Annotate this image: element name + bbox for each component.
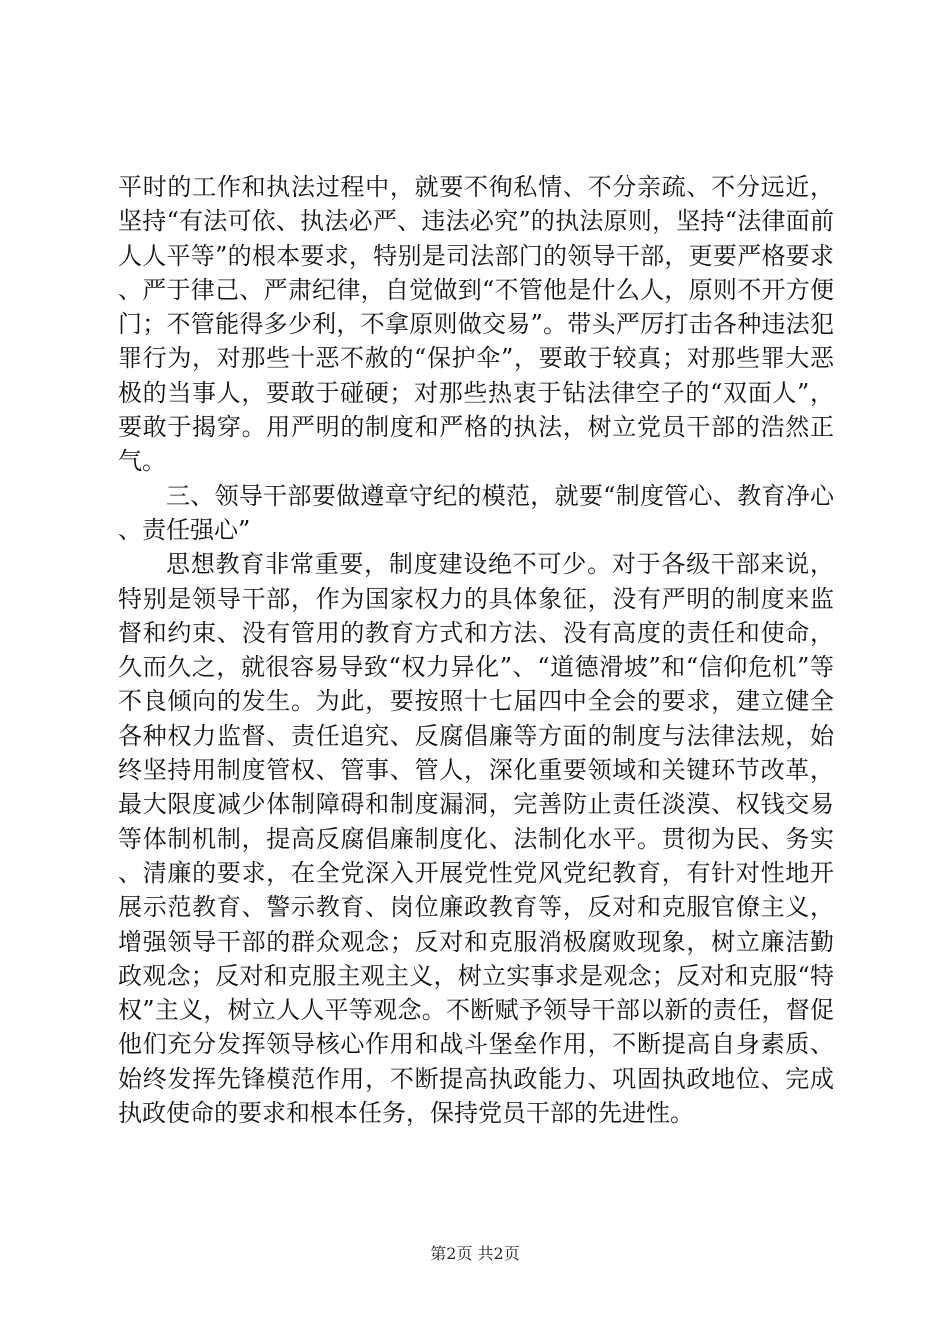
- paragraph: 思想教育非常重要，制度建设绝不可少。对于各级干部来说，特别是领导干部，作为国家权力的具体象征，没有严明的制度来监督和约束、没有管用的教育方式和方法、没有高度的责任和使命，久而久之，就很容易导致“权力异化”、“道德滑坡”和“信仰危机”等不良倾向的发生。为此，要按照十七届四中全会的要求，建立健全各种权力监督、责任追究、反腐倡廉等方面的制度与法律法规，始终坚持用制度管权、管事、管人，深化重要领域和关键环节改革，最大限度减少体制障碍和制度漏洞，完善防止责任淡漠、权钱交易等体制机制，提高反腐倡廉制度化、法制化水平。贯彻为民、务实、清廉的要求，在全党深入开展党性党风党纪教育，有针对性地开展示范教育、警示教育、岗位廉政教育等，反对和克服官僚主义，增强领导干部的群众观念；反对和克服消极腐败现象，树立廉洁勤政观念；反对和克服主观主义，树立实事求是观念；反对和克服“特权”主义，树立人人平等观念。不断赋予领导干部以新的责任，督促他们充分发挥领导核心作用和战斗堡垒作用，不断提高自身素质、始终发挥先锋模范作用，不断提高执政能力、巩固执政地位、完成执政使命的要求和根本任务，保持党员干部的先进性。: [118, 550, 834, 1128]
- section-heading: 三、领导干部要做遵章守纪的模范，就要“制度管心、教育净心、责任强心”: [118, 481, 834, 544]
- document-body: [118, 170, 834, 1130]
- paragraph-continued: 平时的工作和执法过程中，就要不徇私情、不分亲疏、不分远近，坚持“有法可依、执法必严、违法必究”的执法原则，坚持“法律面前人人平等”的根本要求，特别是司法部门的领导干部，更要严格要求、严于律己、严肃纪律，自觉做到“不管他是什么人，原则不开方便门；不管能得多少利，不拿原则做交易”。带头严厉打击各种违法犯罪行为，对那些十恶不赦的“保护伞”，要敢于较真；对那些罪大恶极的当事人，要敢于碰硬；对那些热衷于钻法律空子的“双面人”，要敢于揭穿。用严明的制度和严格的执法，树立党员干部的浩然正气。: [118, 173, 834, 476]
- page-footer: 第2页 共2页: [430, 1244, 520, 1263]
